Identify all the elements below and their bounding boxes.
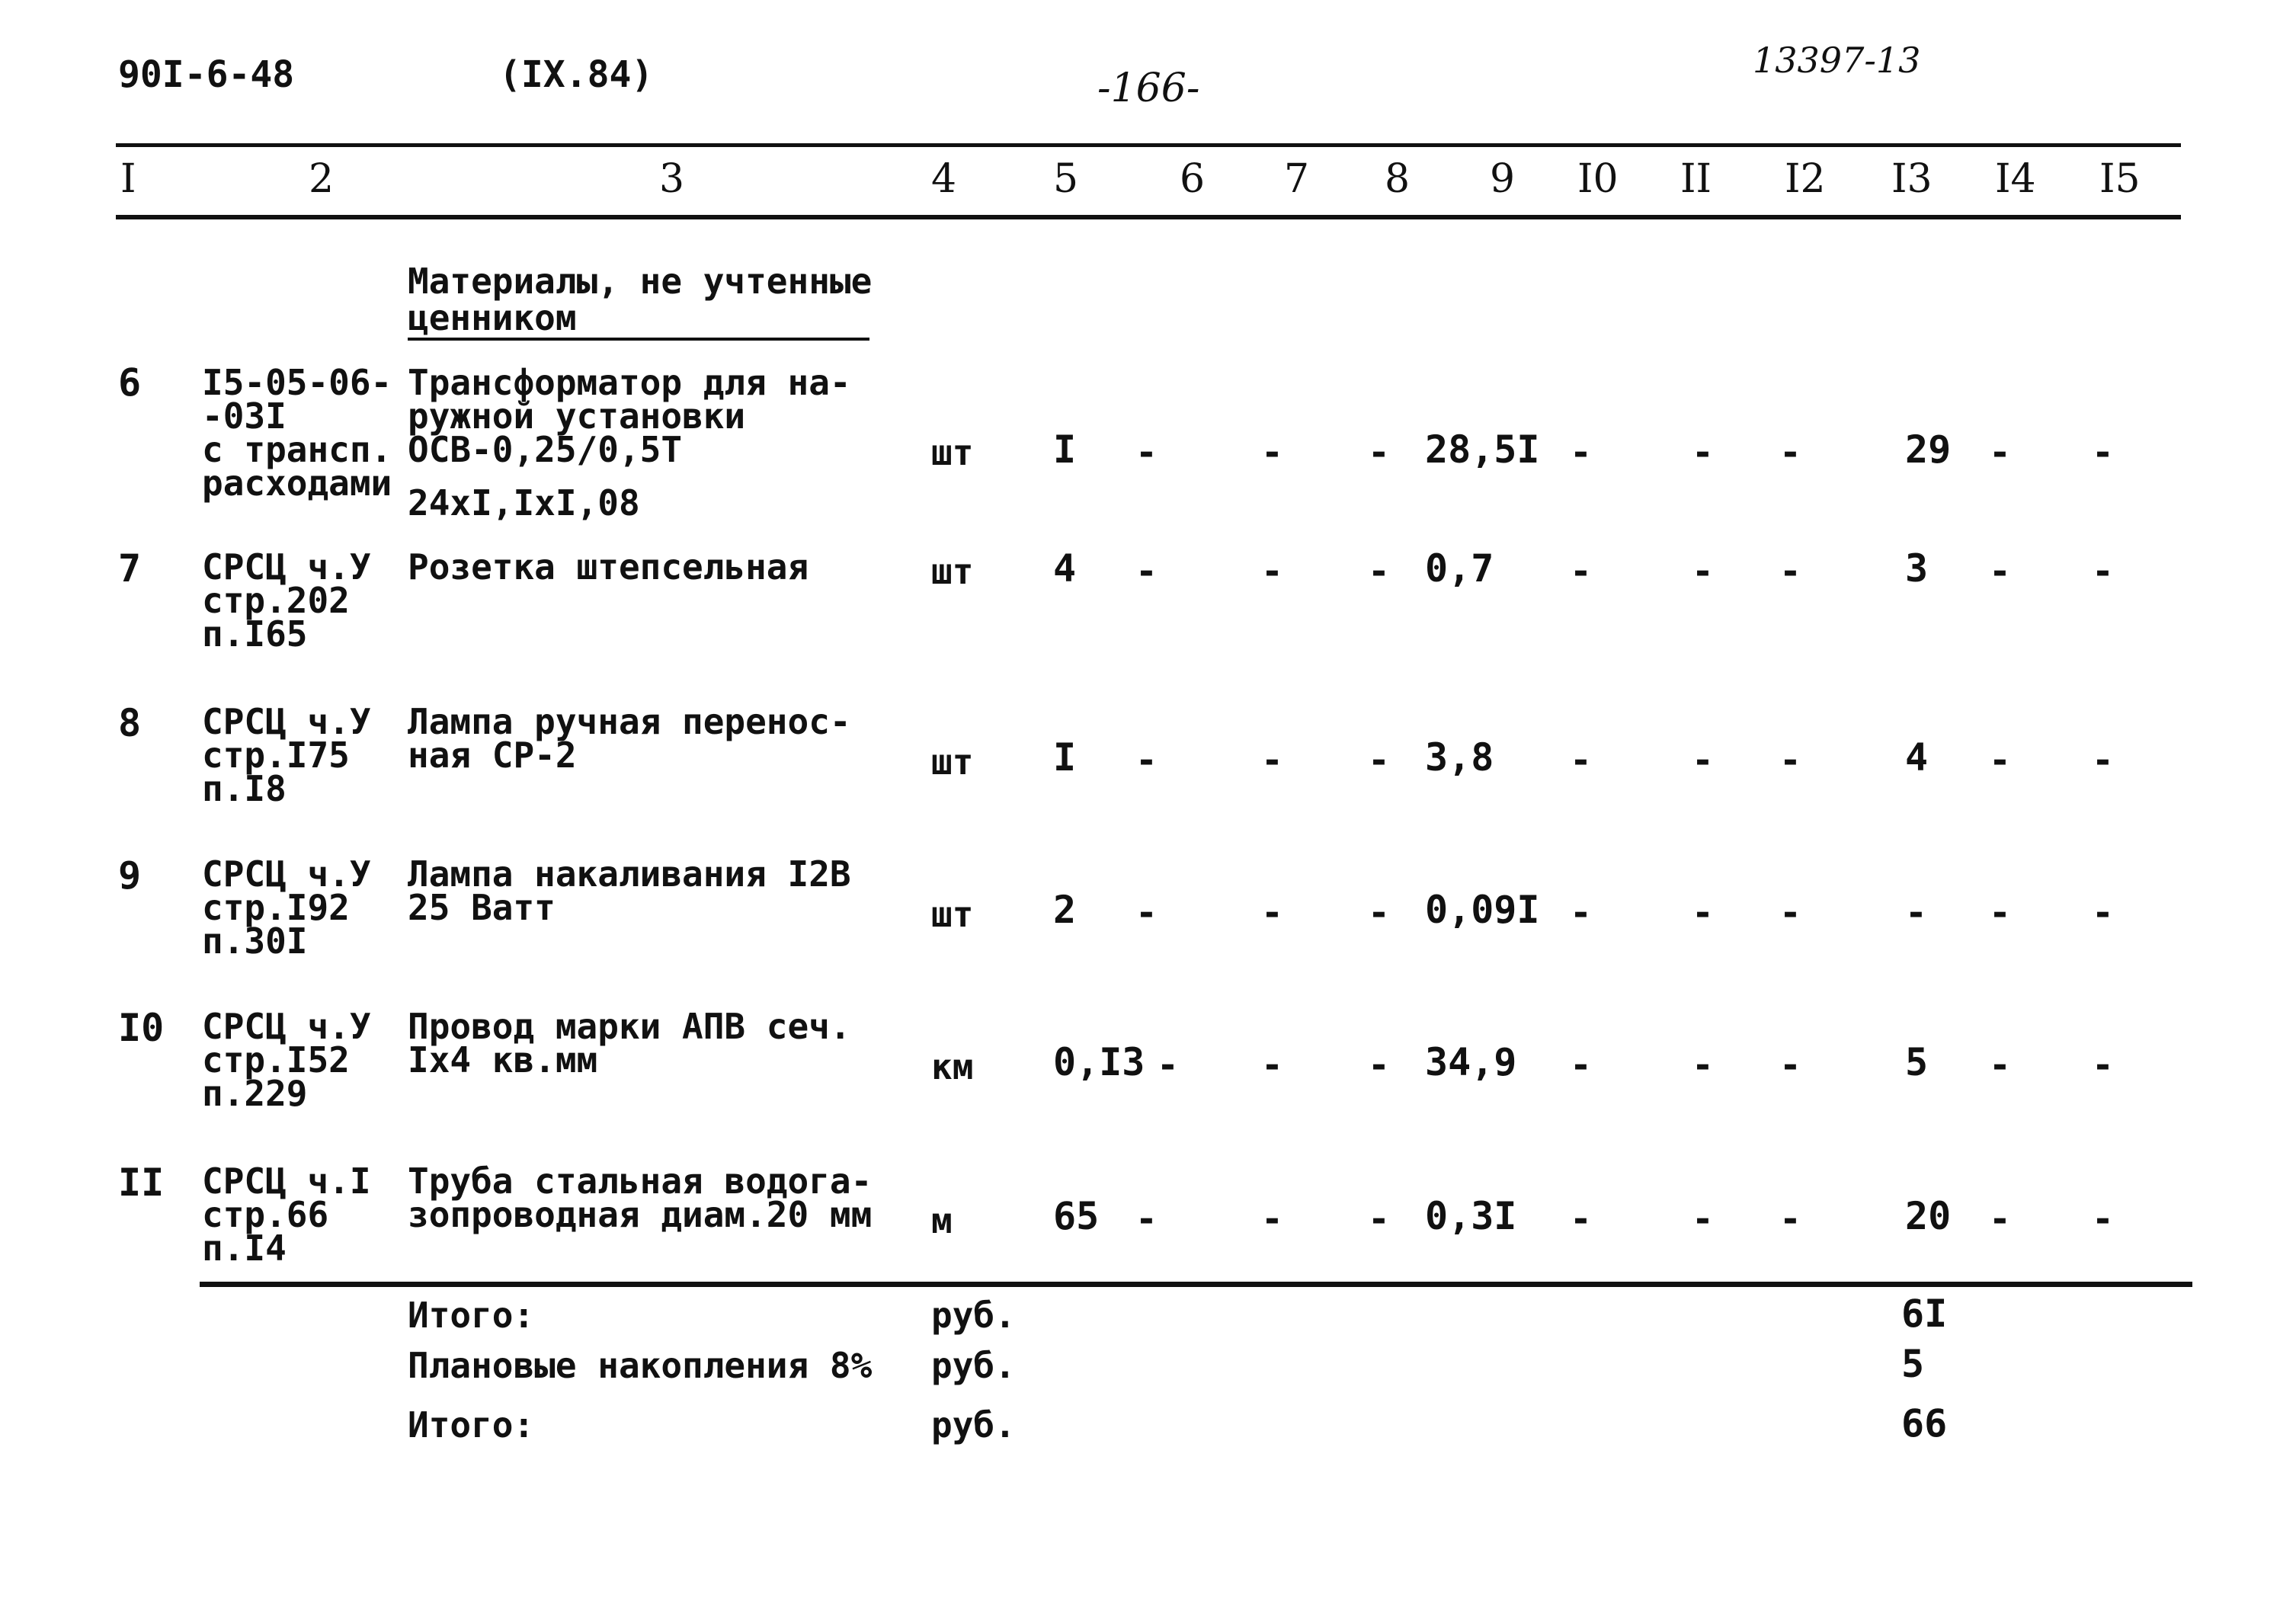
col-header: I5: [2099, 156, 2141, 202]
ref-line: п.I65: [202, 613, 308, 655]
col-header: I3: [1891, 156, 1933, 202]
row-dash: -: [1135, 739, 1158, 782]
row-price: 28,5I: [1425, 427, 1540, 472]
ref-line: СРСЦ ч.У: [202, 546, 371, 587]
row-dash: -: [1570, 892, 1592, 934]
desc-line: ОСВ-0,25/0,5Т: [408, 429, 683, 470]
row-dash: -: [1261, 431, 1283, 474]
table-header-rule: [116, 215, 2181, 219]
row-reference: [202, 546, 371, 655]
row-number: 9: [118, 853, 142, 898]
desc-line: Розетка штепсельная: [408, 546, 809, 587]
row-total: 3: [1905, 546, 1929, 591]
ref-line: -03I: [202, 395, 287, 437]
row-dash: -: [1989, 550, 2011, 593]
desc-line: зопроводная диам.20 мм: [408, 1194, 873, 1235]
row-price: 34,9: [1425, 1040, 1517, 1084]
section-title: [408, 263, 872, 341]
row-price: 0,3I: [1425, 1194, 1517, 1238]
row-dash: -: [1261, 1198, 1283, 1241]
row-dash: -: [1261, 1044, 1283, 1087]
totals-rule: [200, 1282, 2192, 1287]
ref-line: п.30I: [202, 920, 308, 962]
row-dash: -: [1135, 431, 1158, 474]
row-dash: -: [1989, 1198, 2011, 1241]
totals-label: Плановые накопления 8%: [408, 1345, 873, 1386]
row-total: 29: [1905, 427, 1952, 472]
row-dash: -: [2092, 431, 2114, 474]
row-dash: -: [1989, 739, 2011, 782]
row-dash: -: [1157, 1044, 1179, 1087]
row-unit: м: [931, 1200, 953, 1241]
desc-line: Лампа накаливания I2В: [408, 853, 851, 895]
row-dash: -: [1570, 739, 1592, 782]
totals-value: 5: [1901, 1342, 1925, 1386]
table-top-rule: [116, 143, 2181, 147]
section-title-line: ценником: [408, 299, 869, 341]
desc-line: Провод марки АПВ сеч.: [408, 1006, 851, 1047]
col-header: I0: [1577, 156, 1619, 202]
ref-line: I5-05-06-: [202, 362, 392, 403]
row-dash: -: [1135, 1198, 1158, 1241]
desc-line: 24хI,IхI,08: [408, 482, 640, 523]
row-dash: -: [1989, 431, 2011, 474]
row-dash: -: [1692, 892, 1714, 934]
row-quantity: 0,I3: [1053, 1040, 1145, 1084]
row-dash: -: [2092, 892, 2114, 934]
totals-unit: руб.: [931, 1345, 1016, 1386]
desc-line: ружной установки: [408, 395, 746, 437]
row-description: [408, 1006, 851, 1081]
row-number: II: [118, 1161, 165, 1205]
row-total: 20: [1905, 1194, 1952, 1238]
row-number: I0: [118, 1006, 165, 1050]
row-dash: -: [1570, 1044, 1592, 1087]
row-quantity: I: [1053, 427, 1077, 472]
desc-line: Iх4 кв.мм: [408, 1039, 598, 1081]
col-header: 7: [1284, 156, 1310, 202]
row-dash: -: [1261, 892, 1283, 934]
row-reference: [202, 853, 371, 962]
row-dash: -: [1779, 892, 1801, 934]
row-unit: шт: [931, 741, 974, 783]
row-price: 3,8: [1425, 735, 1494, 780]
row-quantity: 65: [1053, 1194, 1100, 1238]
row-quantity: 2: [1053, 888, 1077, 932]
row-quantity: 4: [1053, 546, 1077, 591]
row-dash: -: [1570, 1198, 1592, 1241]
ref-line: с трансп.: [202, 429, 392, 470]
ref-line: п.I4: [202, 1228, 287, 1269]
col-header: I2: [1785, 156, 1826, 202]
row-price: 0,09I: [1425, 888, 1540, 932]
ref-line: стр.66: [202, 1194, 329, 1235]
row-dash: -: [1261, 550, 1283, 593]
row-price: 0,7: [1425, 546, 1494, 591]
row-description: [408, 362, 851, 523]
row-dash: -: [1989, 892, 2011, 934]
row-reference: [202, 701, 371, 809]
row-dash: -: [1368, 1044, 1390, 1087]
row-unit: км: [931, 1046, 974, 1087]
desc-line: 25 Ватт: [408, 887, 556, 928]
row-unit: шт: [931, 551, 974, 592]
ref-line: стр.I92: [202, 887, 350, 928]
row-dash: -: [1692, 550, 1714, 593]
ref-line: СРСЦ ч.У: [202, 853, 371, 895]
row-description: [408, 1161, 873, 1235]
row-dash: -: [1779, 550, 1801, 593]
row-dash: -: [1261, 739, 1283, 782]
row-dash: -: [2092, 1044, 2114, 1087]
row-total: 5: [1905, 1040, 1929, 1084]
row-dash: -: [1135, 892, 1158, 934]
row-dash: -: [1779, 739, 1801, 782]
totals-value: 6I: [1901, 1292, 1948, 1336]
row-number: 7: [118, 546, 142, 591]
row-reference: [202, 1161, 371, 1269]
document-date: (IX.84): [499, 53, 654, 96]
row-quantity: I: [1053, 735, 1077, 780]
totals-label: Итого:: [408, 1404, 535, 1446]
row-dash: -: [1779, 1044, 1801, 1087]
row-dash: -: [1368, 431, 1390, 474]
row-unit: шт: [931, 894, 974, 935]
col-header: 4: [931, 156, 957, 202]
document-code: 90I-6-48: [118, 53, 295, 96]
desc-line: Труба стальная водога-: [408, 1161, 873, 1202]
row-dash: -: [1570, 550, 1592, 593]
ref-line: стр.I75: [202, 735, 350, 776]
ref-line: СРСЦ ч.У: [202, 1006, 371, 1047]
totals-label: Итого:: [408, 1295, 535, 1336]
col-header: 2: [309, 156, 335, 202]
col-header: 5: [1053, 156, 1079, 202]
row-dash: -: [1135, 550, 1158, 593]
desc-line: Лампа ручная перенос-: [408, 701, 851, 742]
totals-unit: руб.: [931, 1404, 1016, 1446]
ref-line: стр.202: [202, 580, 350, 621]
row-dash: -: [1692, 1198, 1714, 1241]
desc-line: Трансформатор для на-: [408, 362, 851, 403]
ref-line: п.I8: [202, 768, 287, 809]
row-dash: -: [1989, 1044, 2011, 1087]
row-dash: -: [2092, 1198, 2114, 1241]
row-dash: -: [1692, 431, 1714, 474]
row-dash: -: [1692, 1044, 1714, 1087]
totals-unit: руб.: [931, 1295, 1016, 1336]
row-dash: -: [1570, 431, 1592, 474]
row-dash: -: [1368, 892, 1390, 934]
row-description: [408, 546, 809, 587]
row-description: [408, 853, 851, 928]
col-header: 6: [1180, 156, 1206, 202]
col-header: I: [120, 156, 136, 202]
col-header: I4: [1995, 156, 2036, 202]
col-header: II: [1680, 156, 1712, 202]
row-description: [408, 701, 851, 776]
col-header: 8: [1385, 156, 1411, 202]
row-dash: -: [2092, 550, 2114, 593]
row-dash: -: [1368, 550, 1390, 593]
desc-line: ная СР-2: [408, 735, 577, 776]
col-header: 3: [659, 156, 685, 202]
ref-line: расходами: [202, 463, 392, 504]
row-dash: -: [1779, 431, 1801, 474]
totals-value: 66: [1901, 1401, 1948, 1446]
ref-line: СРСЦ ч.I: [202, 1161, 371, 1202]
row-dash: -: [1368, 1198, 1390, 1241]
row-unit: шт: [931, 432, 974, 473]
doc-number: 13397-13: [1753, 40, 1921, 81]
row-reference: [202, 1006, 371, 1114]
row-dash: -: [2092, 739, 2114, 782]
ref-line: стр.I52: [202, 1039, 350, 1081]
page-number: -166-: [1097, 66, 1200, 111]
section-title-line: Материалы, не учтенные: [408, 261, 873, 302]
col-header: 9: [1490, 156, 1516, 202]
row-total: -: [1905, 892, 1927, 934]
row-dash: -: [1779, 1198, 1801, 1241]
row-number: 6: [118, 360, 142, 405]
row-total: 4: [1905, 735, 1929, 780]
ref-line: п.229: [202, 1073, 308, 1114]
row-reference: [202, 362, 392, 504]
row-dash: -: [1368, 739, 1390, 782]
row-number: 8: [118, 701, 142, 745]
row-dash: -: [1692, 739, 1714, 782]
ref-line: СРСЦ ч.У: [202, 701, 371, 742]
